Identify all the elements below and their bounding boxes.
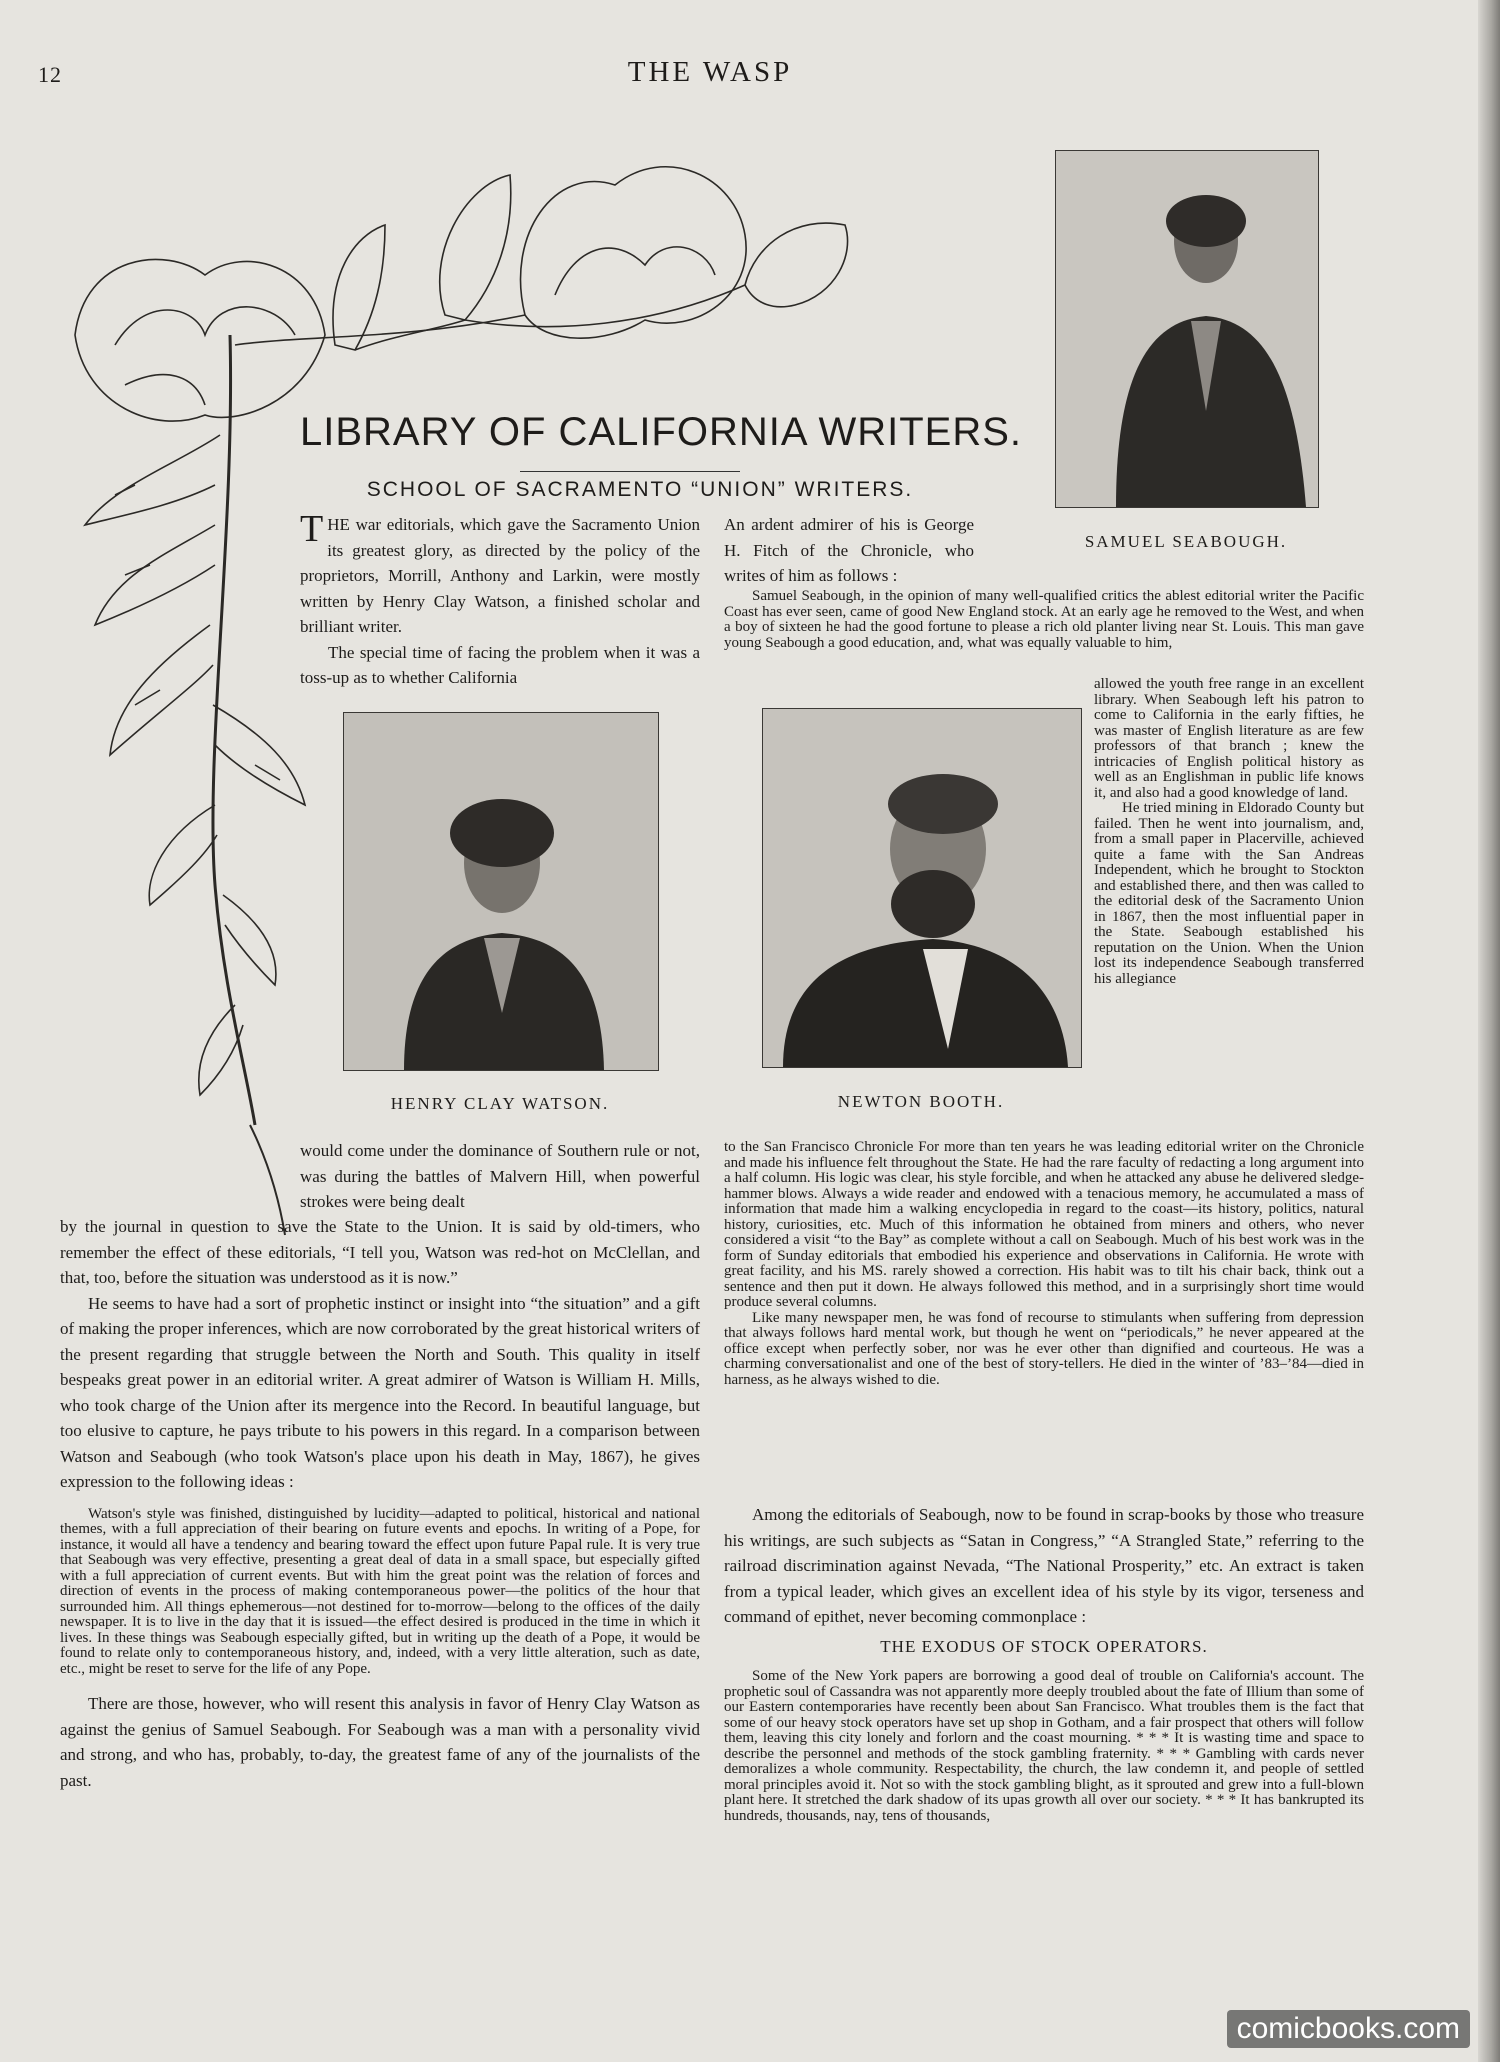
portrait-henry-clay-watson: [343, 712, 659, 1071]
quote-seabough-p1: Samuel Seabough, in the opinion of many well-qualified critics the ablest editorial writer the Pacific Coast has ever seen, came of good New England stock. At an early age he removed to the West, and when a boy of sixteen he had the good fortune to please a rich old planter living near St. Louis. This man gave young Seabough a good education, and, what was equally valuable to him,: [724, 588, 1364, 651]
caption-newton-booth: NEWTON BOOTH.: [837, 1092, 1005, 1111]
title-rule: [520, 471, 740, 472]
paragraph-editorials: Among the editorials of Seabough, now to be found in scrap-books by those who treasure his writings, are such subjects as “Satan in Congress,” “A Strangled State,” referring to the railroad discrimination against Nevada, “The National Prosperity,” etc. An extract is taken from a typical leader, which gives an excellent idea of his style by its vigor, terseness and command of epithet, never becoming commonplace :: [724, 1505, 1364, 1626]
masthead: THE WASP: [627, 56, 793, 88]
col1-bottom-narrow: [300, 1138, 700, 1215]
seabough-quote-wide: [724, 589, 1364, 651]
article-title: LIBRARY OF CALIFORNIA WRITERS.: [300, 410, 1022, 454]
page-number: 12: [38, 62, 62, 87]
col2-top-text: [724, 512, 974, 589]
paragraph-resent: There are those, however, who will resent this analysis in favor of Henry Clay Watson as against the genius of Samuel Seabough. For Seabough was a man with a personality vivid and strong, and who has, probably, to-day, the greatest fame of any of the journalists of the past.: [60, 1694, 700, 1790]
site-watermark: comicbooks.com: [1227, 2010, 1470, 2048]
quote-seabough-p1b: allowed the youth free range in an excellent library. When Seabough left his patron to come to California in the early fifties, he was master of English literature as are few professors of that branch ; knew the intricacies of English political history as well as an Englishman in public life knows it, and also had a good knowledge of land.: [1094, 676, 1364, 801]
col1-top-text: [300, 508, 700, 691]
paragraph-fitch-intro: An ardent admirer of his is George H. Fitch of the Chronicle, who writes of him as follows :: [724, 515, 974, 585]
quote-seabough-p2: He tried mining in Eldorado County but failed. Then he went into journalism, and, from a small paper in Placerville, achieved quite a fame with the San Andreas Independent, which he brought to Stockton and established there, and then was called to the editorial desk of the Sacramento Union in 1867, then the most influential paper in the State. Seabough established his reputation on the Union. When the Union lost its independence Seabough transferred his allegiance: [1094, 800, 1364, 987]
col1-bottom-wide: [60, 1214, 700, 1793]
seabough-quote-narrow: [1094, 677, 1364, 987]
col2-bottom: [724, 1502, 1364, 1824]
paragraph-special-time: The special time of facing the problem when it was a toss-up as to whether California: [300, 642, 700, 687]
quote-mills: Watson's style was finished, distinguished by lucidity—adapted to political, historical and national themes, with a full appreciation of their bearing on future events and epochs. In writing of a Pope, for instance, it would all have a tendency and bearing toward the effect upon future Papal rule. It is very true that Seabough was very effective, presenting a great deal of data in a small space, but especially gifted with a full appreciation of current events. But with him the great point was the relation of forces and direction of events in the process of making contemporaneous power—the politics of the hour that surrounded him. All things ephemerous—not destined for to-morrow—belong to the offices of the daily newspaper. It is to live in the day that it is issued—the effect desired is produced in the time in which it lives. In these things was Seabough especially gifted, but in writing up the death of a Pope, it would be found to relate only to contemporaneous history, and, indeed, with a very little alteration, such as date, etc., might be reset to serve for the life of any Pope.: [60, 1505, 700, 1677]
caption-henry-clay-watson: HENRY CLAY WATSON.: [390, 1094, 610, 1113]
paragraph-opening: HE war editorials, which gave the Sacramento Union its greatest glory, as directed by the policy of the proprietors, Morrill, Anthony and Larkin, were mostly written by Henry Clay Watson, a finished scholar and brilliant writer.: [300, 515, 700, 636]
paragraph-malvern-hill: would come under the dominance of Southern rule or not, was during the battles of Malvern Hill, when powerful strokes were being dealt: [300, 1141, 700, 1211]
quote-exodus: Some of the New York papers are borrowing a good deal of trouble on California's account. The prophetic soul of Cassandra was not apparently more deeply troubled about the fate of Illium than some of our Eastern contemporaries have recently been about San Francisco. What troubles them is the fact that some of our heavy stock operators have set up shop in Gotham, and a fair prospect that others will follow them, leaving this city lonely and forlorn and the coast mourning. * * * It is wasting time and space to describe the personnel and methods of the stock gambling fraternity. * * * Gambling with cards never demoralizes a whole community. Respectability, the church, the law condemn it, and people of settled moral principles avoid it. Not so with the stock gambling blight, as it sprouted and grew into a full-blown plant here. It stretched the dark shadow of its upas growth all over our society. * * * It has bankrupted its hundreds, thousands, nay, tens of thousands,: [724, 1668, 1364, 1824]
paragraph-prophetic: He seems to have had a sort of prophetic instinct or insight into “the situation” and a gift of making the proper inferences, which are now corroborated by the great historical writers of the present regarding that struggle between the North and South. This quality in itself bespeaks great power in an editorial writer. A great admirer of Watson is William H. Mills, who took charge of the Union after its mergence into the Record. In beautiful language, but too elusive to capture, he pays tribute to his powers in this regard. In a comparison between Watson and Seabough (who took Watson's place upon his death in May, 1867), he gives expression to the following ideas :: [60, 1293, 700, 1491]
paragraph-red-hot: by the journal in question to save the State to the Union. It is said by old-timers, who remember the effect of these editorials, “I tell you, Watson was red-hot on McClellan, and that, too, before the situation was understood as it is now.”: [60, 1217, 700, 1287]
portrait-newton-booth: [762, 708, 1082, 1068]
quote-seabough-p4: Like many newspaper men, he was fond of recourse to stimulants when suffering from depression that always follows hard mental work, but though he went on “periodicals,” he never appeared at the office except when perfectly sober, nor was he ever other than dignified and courteous. He was a charming conversationalist and one of the best of story-tellers. He died in the winter of ’83–’84—died in harness, as he always wished to die.: [724, 1309, 1364, 1388]
section-heading-exodus: THE EXODUS OF STOCK OPERATORS.: [880, 1636, 1208, 1656]
article-subtitle: SCHOOL OF SACRAMENTO “UNION” WRITERS.: [366, 478, 914, 501]
seabough-quote-lower: [724, 1140, 1364, 1388]
page-gutter-shadow: [1478, 0, 1500, 2062]
caption-samuel-seabough: SAMUEL SEABOUGH.: [1084, 532, 1288, 551]
quote-seabough-p3: to the San Francisco Chronicle For more than ten years he was leading editorial writer on the Chronicle and made his influence felt throughout the State. He had the rare faculty of redacting a long argument into a half column. His logic was clear, his style forcible, and when he attacked any abuse he delivered sledge-hammer blows. Always a wide reader and endowed with a tenacious memory, he accumulated a mass of information that made him a walking encyclopedia in regard to the coast—its history, politics, natural history, curiosities, etc. Much of this information he obtained from miners and others, who never considered a visit “to the Bay” as complete without a call on Seabough. Much of his best work was in the form of Sunday editorials that embodied his experience and observations in California. He wrote with great facility, and his MS. rarely showed a correction. His habit was to tilt his chair back, think out a sentence and then put it down. He always followed this method, and in a surprisingly short time would produce several columns.: [724, 1139, 1364, 1310]
drop-cap: T: [300, 508, 324, 550]
portrait-samuel-seabough: [1055, 150, 1319, 508]
